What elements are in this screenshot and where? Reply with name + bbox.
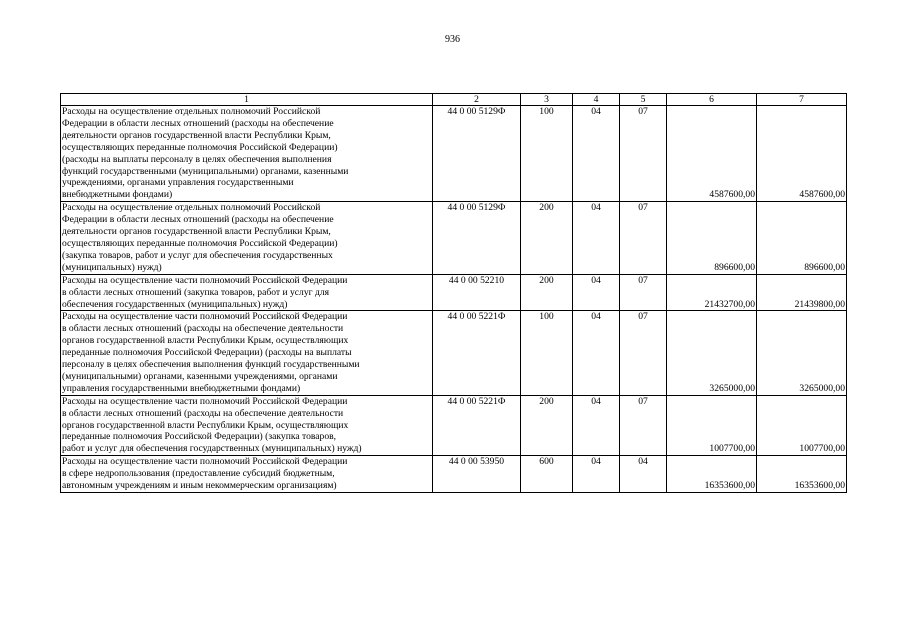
budget-table <box>60 93 847 493</box>
column-header: 1 <box>61 94 433 106</box>
page-number: 936 <box>445 34 460 45</box>
row-expense-type: 200 <box>521 202 573 274</box>
row-target-code: 44 0 00 52210 <box>433 274 521 311</box>
row-subsection: 04 <box>620 456 667 493</box>
row-description: Расходы на осуществление части полномочий Российской Федерации в сфере недропользования (предоставление субсидий бюджетным, автономным учреждениям и иным некоммерческим организациям) <box>61 456 433 493</box>
row-amount-1: 3265000,00 <box>667 311 757 395</box>
row-description: Расходы на осуществление части полномочий Российской Федерации в области лесных отношений (расходы на обеспечение деятельности органов государственной власти Республики Крым, осуществляющих переданные полномочия Российской Федерации) (расходы на выплаты персоналу в целях обеспечения выполнения функций государственными (муниципальными) органами, казенными учреждениями, органами управления государственными внебюджетными фондами) <box>61 311 433 395</box>
row-amount-1: 16353600,00 <box>667 456 757 493</box>
row-amount-1: 4587600,00 <box>667 106 757 202</box>
row-description: Расходы на осуществление части полномочий Российской Федерации в области лесных отношений (расходы на обеспечение деятельности органов государственной власти Республики Крым, осуществляющих переданные полномочия Российской Федерации) (закупка товаров, работ и услуг для обеспечения государственных (муниципальных) нужд) <box>61 395 433 456</box>
row-amount-2: 21439800,00 <box>757 274 847 311</box>
row-section: 04 <box>573 456 620 493</box>
table-row <box>61 311 847 395</box>
row-amount-1: 1007700,00 <box>667 395 757 456</box>
table-row <box>61 202 847 274</box>
row-amount-2: 4587600,00 <box>757 106 847 202</box>
column-header: 6 <box>667 94 757 106</box>
row-target-code: 44 0 00 5129Ф <box>433 202 521 274</box>
row-target-code: 44 0 00 5221Ф <box>433 311 521 395</box>
column-header: 3 <box>521 94 573 106</box>
row-expense-type: 100 <box>521 106 573 202</box>
table-row <box>61 106 847 202</box>
row-subsection: 07 <box>620 202 667 274</box>
row-description: Расходы на осуществление части полномочий Российской Федерации в области лесных отношений (закупка товаров, работ и услуг для обеспечения государственных (муниципальных) нужд) <box>61 274 433 311</box>
row-target-code: 44 0 00 5129Ф <box>433 106 521 202</box>
row-amount-1: 21432700,00 <box>667 274 757 311</box>
row-description: Расходы на осуществление отдельных полномочий Российской Федерации в области лесных отношений (расходы на обеспечение деятельности органов государственной власти Республики Крым, осуществляющих переданные полномочия Российской Федерации) (расходы на выплаты персоналу в целях обеспечения выполнения функций государственными (муниципальными) органами, казенными учреждениями, органами управления государственными внебюджетными фондами) <box>61 106 433 202</box>
row-subsection: 07 <box>620 311 667 395</box>
table-row <box>61 456 847 493</box>
row-section: 04 <box>573 202 620 274</box>
row-description: Расходы на осуществление отдельных полномочий Российской Федерации в области лесных отношений (расходы на обеспечение деятельности органов государственной власти Республики Крым, осуществляющих переданные полномочия Российской Федерации) (закупка товаров, работ и услуг для обеспечения государственных (муниципальных) нужд) <box>61 202 433 274</box>
table-header-row <box>61 94 847 106</box>
row-amount-2: 16353600,00 <box>757 456 847 493</box>
row-section: 04 <box>573 274 620 311</box>
row-amount-2: 3265000,00 <box>757 311 847 395</box>
row-expense-type: 600 <box>521 456 573 493</box>
column-header: 7 <box>757 94 847 106</box>
column-header: 2 <box>433 94 521 106</box>
row-section: 04 <box>573 311 620 395</box>
row-expense-type: 200 <box>521 395 573 456</box>
row-expense-type: 100 <box>521 311 573 395</box>
row-section: 04 <box>573 395 620 456</box>
row-target-code: 44 0 00 5221Ф <box>433 395 521 456</box>
row-expense-type: 200 <box>521 274 573 311</box>
row-amount-2: 896600,00 <box>757 202 847 274</box>
row-section: 04 <box>573 106 620 202</box>
table-row <box>61 395 847 456</box>
row-target-code: 44 0 00 53950 <box>433 456 521 493</box>
row-amount-2: 1007700,00 <box>757 395 847 456</box>
column-header: 5 <box>620 94 667 106</box>
row-subsection: 07 <box>620 106 667 202</box>
row-subsection: 07 <box>620 274 667 311</box>
column-header: 4 <box>573 94 620 106</box>
row-amount-1: 896600,00 <box>667 202 757 274</box>
row-subsection: 07 <box>620 395 667 456</box>
table-row <box>61 274 847 311</box>
